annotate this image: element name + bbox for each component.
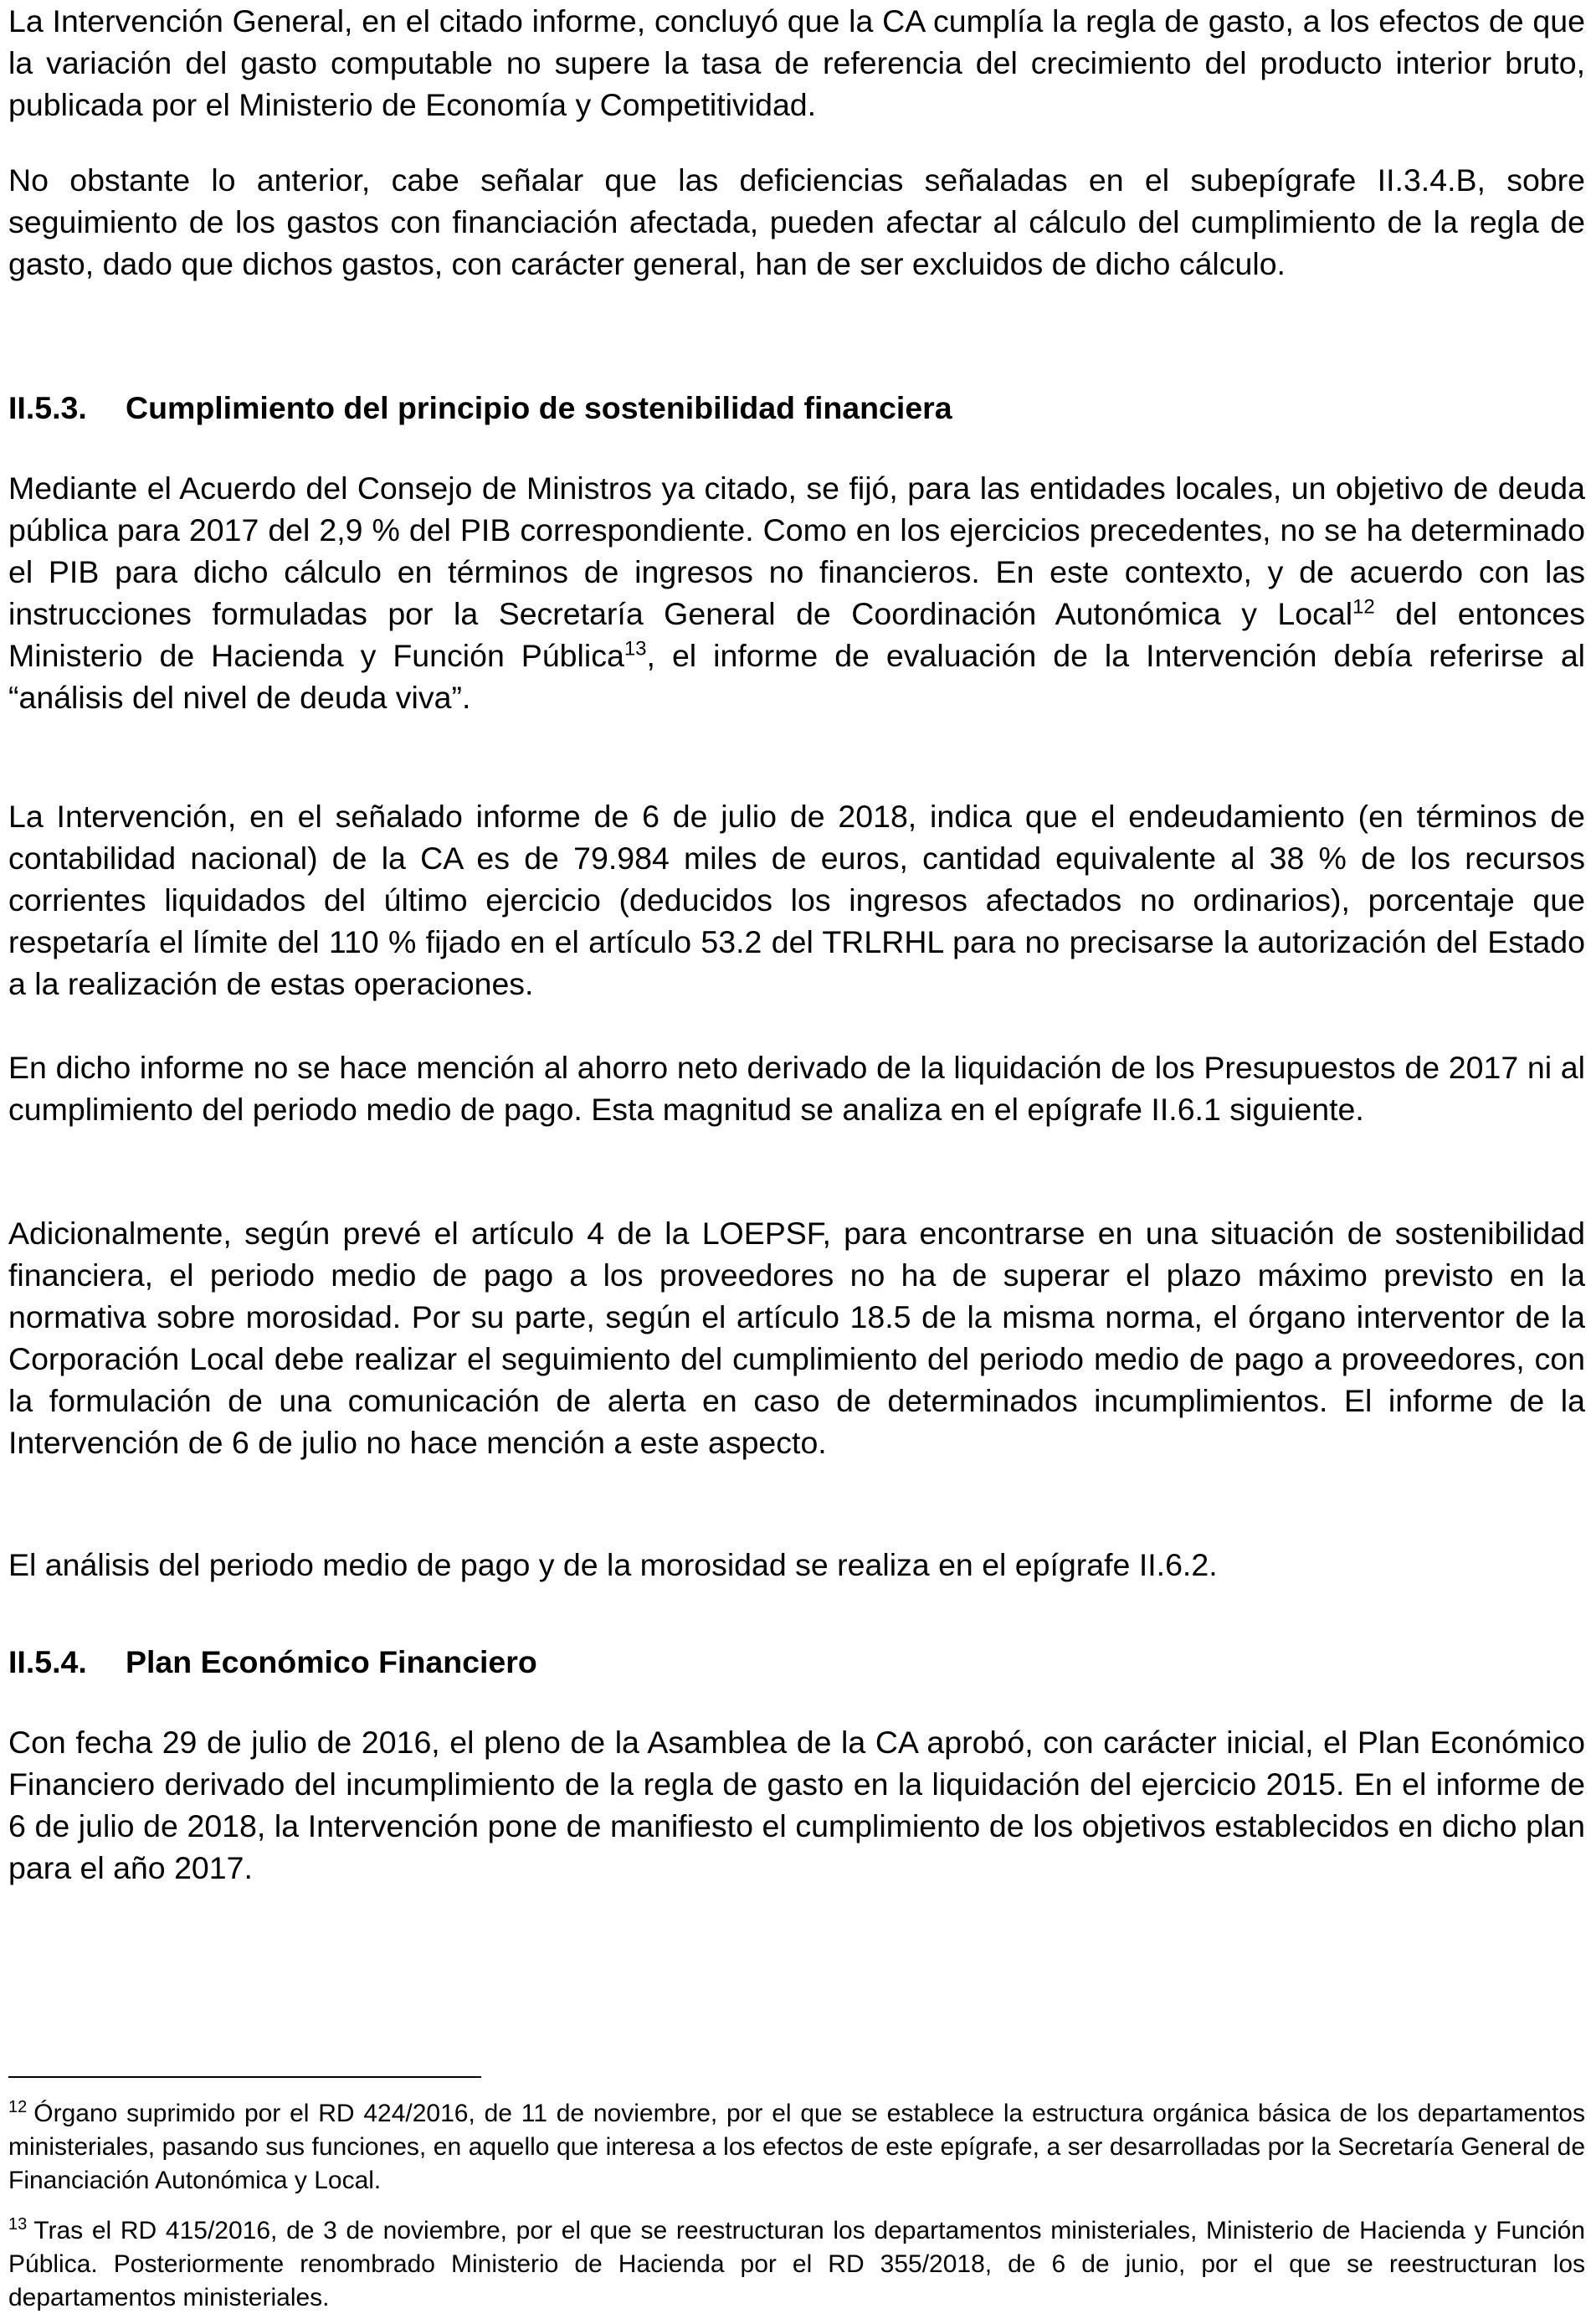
section-number: II.5.4.	[8, 1644, 87, 1679]
paragraph-periodo-medio-pago: Adicionalmente, según prevé el artículo 4 de la LOEPSF, para encontrarse en una situación de sostenibilidad financiera, el periodo medio de pago a los proveedores no ha de superar el plazo máximo previsto en la normativa sobre morosidad. Por su parte, según el artículo 18.5 de la misma norma, el órgano interventor de la Corporación Local debe realizar el seguimiento del cumplimiento del periodo medio de pago a proveedores, con la formulación de una comunicación de alerta en caso de determinados incumplimientos. El informe de la Intervención de 6 de julio no hace mención a este aspecto.	[8, 1216, 1585, 1460]
section-number: II.5.3.	[8, 390, 87, 425]
section-title: Plan Económico Financiero	[126, 1644, 537, 1679]
paragraph-deuda-publica	[8, 467, 1585, 718]
paragraph-endeudamiento: La Intervención, en el señalado informe de 6 de julio de 2018, indica que el endeudamiento (en términos de contabilidad nacional) de la CA es de 79.984 miles de euros, cantidad equivalente al 38 % de los recursos corrientes liquidados del último ejercicio (deducidos los ingresos afectados no ordinarios), porcentaje que respetaría el límite del 110 % fijado en el artículo 53.2 del TRLRHL para no precisarse la autorización del Estado a la realización de estas operaciones.	[8, 799, 1585, 1001]
paragraph-morosidad: El análisis del periodo medio de pago y de la morosidad se realiza en el epígrafe II.6.2.	[8, 1547, 1218, 1582]
section-title: Cumplimiento del principio de sostenibilidad financiera	[126, 390, 952, 425]
footnote-12	[8, 2097, 1585, 2198]
section-heading-2-5-3	[8, 387, 1585, 429]
paragraph-text: Mediante el Acuerdo del Consejo de Ministros ya citado, se fijó, para las entidades locales, un objetivo de deuda pública para 2017 del 2,9 % del PIB correspondiente. Como en los ejercicios precedentes, no se ha determinado el PIB para dicho cálculo en términos de ingresos no financieros. En este contexto, y de acuerdo con las instrucciones formuladas por la Secretaría General de Coordinación Autonómica y Local	[8, 470, 1585, 631]
footnote-ref-12[interactable]: 12	[1352, 595, 1375, 619]
paragraph-deficiencias: No obstante lo anterior, cabe señalar que las deficiencias señaladas en el subepígrafe II.3.4.B, sobre seguimiento de los gastos con financiación afectada, pueden afectar al cálculo del cumplimiento de la regla de gasto, dado que dichos gastos, con carácter general, han de ser excluidos de dicho cálculo.	[8, 162, 1585, 281]
footnote-text: Tras el RD 415/2016, de 3 de noviembre, por el que se reestructuran los departamentos ministeriales, Ministerio de Hacienda y Función Pública. Posteriormente renombrado Ministerio de Hacienda por el RD 355/2018, de 6 de junio, por el que se reestructuran los departamentos ministeriales.	[8, 2217, 1585, 2311]
footnote-separator	[8, 2076, 481, 2078]
footnote-text: Órgano suprimido por el RD 424/2016, de 11 de noviembre, por el que se establece la estructura orgánica básica de los departamentos ministeriales, pasando sus funciones, en aquello que interesa a los efectos de este epígrafe, a ser desarrolladas por la Secretaría General de Financiación Autonómica y Local.	[8, 2100, 1585, 2194]
section-heading-2-5-4	[8, 1641, 1585, 1683]
paragraph-regla-gasto: La Intervención General, en el citado informe, concluyó que la CA cumplía la regla de gasto, a los efectos de que la variación del gasto computable no supere la tasa de referencia del crecimiento del producto interior bruto, publicada por el Ministerio de Economía y Competitividad.	[8, 3, 1585, 122]
footnote-mark: 12	[8, 2098, 28, 2116]
footnote-13	[8, 2214, 1585, 2315]
footnote-mark: 13	[8, 2215, 28, 2234]
footnote-ref-13[interactable]: 13	[624, 637, 647, 661]
paragraph-ahorro-neto: En dicho informe no se hace mención al ahorro neto derivado de la liquidación de los Presupuestos de 2017 ni al cumplimiento del periodo medio de pago. Esta magnitud se analiza en el epígrafe II.6.1 siguiente.	[8, 1050, 1585, 1127]
paragraph-text: , el informe de evaluación de la Intervención debía referirse al “análisis del nivel de deuda viva”.	[8, 638, 1586, 715]
paragraph-plan-economico: Con fecha 29 de julio de 2016, el pleno de la Asamblea de la CA aprobó, con carácter inicial, el Plan Económico Financiero derivado del incumplimiento de la regla de gasto en la liquidación del ejercicio 2015. En el informe de 6 de julio de 2018, la Intervención pone de manifiesto el cumplimiento de los objetivos establecidos en dicho plan para el año 2017.	[8, 1725, 1585, 1885]
paragraph-text: del entonces Ministerio de Hacienda y Función Pública	[8, 596, 1585, 673]
